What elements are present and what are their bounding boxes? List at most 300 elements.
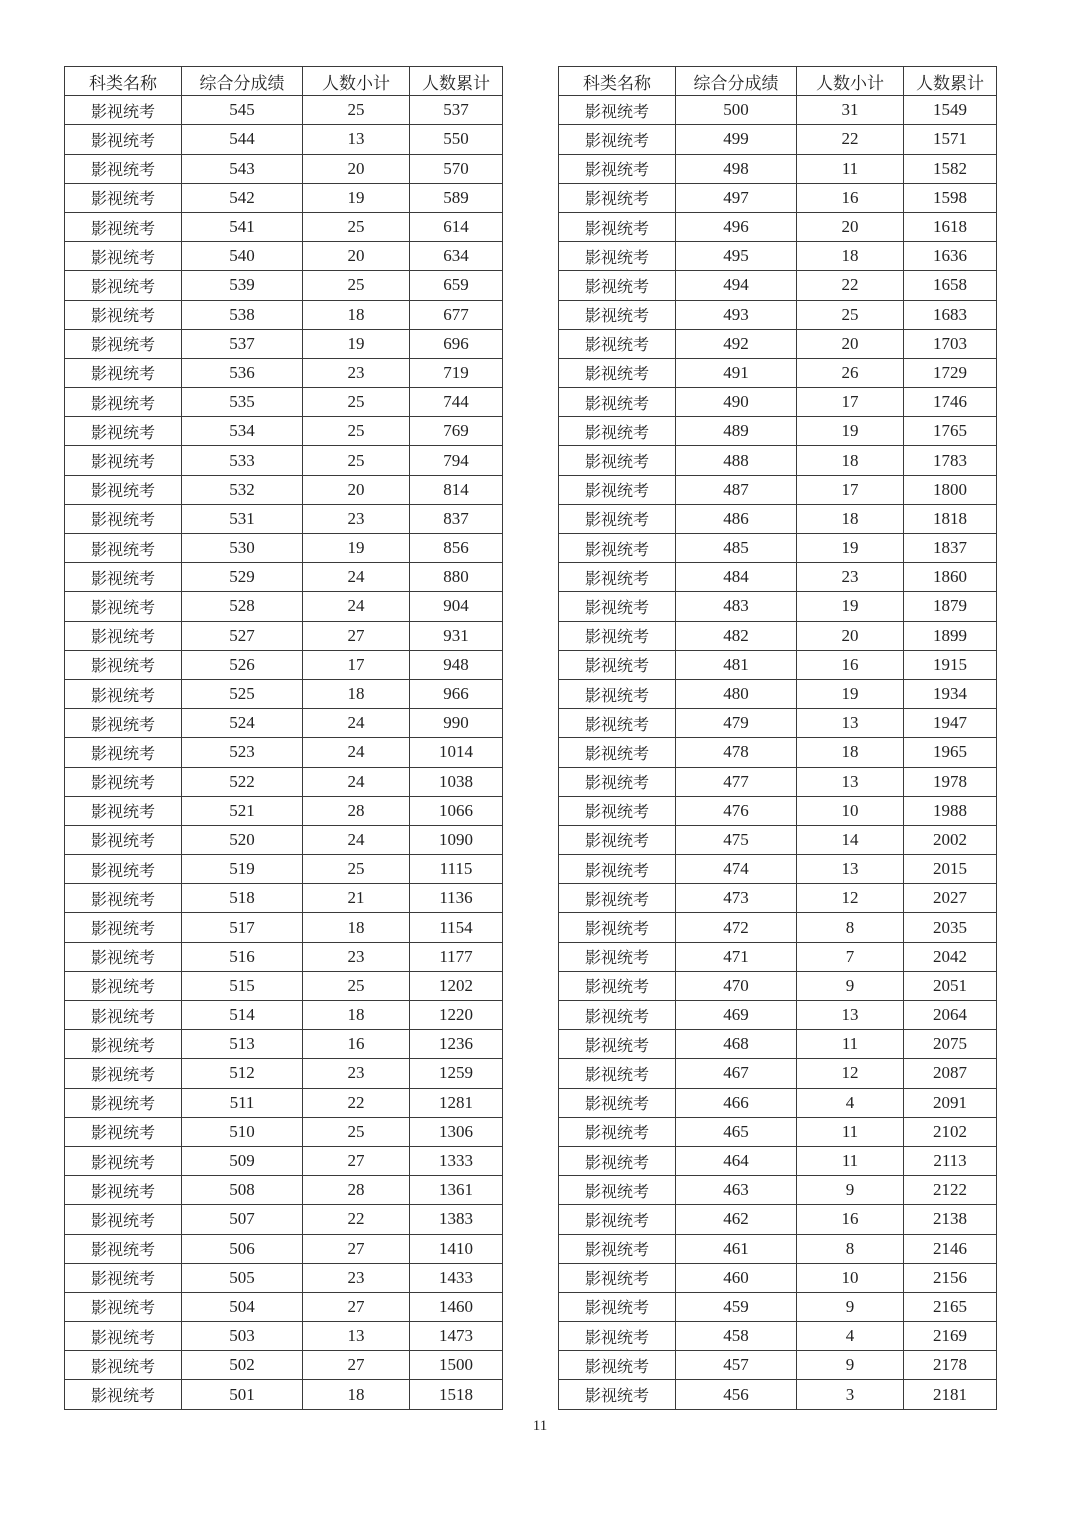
cell-cumulative: 1136	[410, 884, 503, 913]
cell-score: 480	[676, 679, 797, 708]
table-row	[65, 913, 503, 942]
table-row	[559, 242, 997, 271]
cell-category: 影视统考	[65, 417, 182, 446]
cell-score: 536	[182, 358, 303, 387]
cell-category: 影视统考	[559, 1205, 676, 1234]
cell-count: 8	[797, 913, 904, 942]
table-row	[65, 1117, 503, 1146]
cell-category: 影视统考	[559, 417, 676, 446]
cell-count: 13	[797, 1001, 904, 1030]
cell-count: 16	[797, 183, 904, 212]
cell-category: 影视统考	[559, 1088, 676, 1117]
table-row	[65, 329, 503, 358]
cell-cumulative: 1383	[410, 1205, 503, 1234]
cell-category: 影视统考	[559, 475, 676, 504]
cell-category: 影视统考	[65, 329, 182, 358]
cell-count: 14	[797, 825, 904, 854]
cell-count: 16	[303, 1030, 410, 1059]
cell-score: 479	[676, 709, 797, 738]
cell-score: 488	[676, 446, 797, 475]
cell-score: 524	[182, 709, 303, 738]
cell-score: 525	[182, 679, 303, 708]
cell-count: 9	[797, 1176, 904, 1205]
table-row	[559, 417, 997, 446]
cell-cumulative: 1306	[410, 1117, 503, 1146]
cell-score: 529	[182, 563, 303, 592]
cell-cumulative: 2169	[904, 1322, 997, 1351]
cell-category: 影视统考	[559, 242, 676, 271]
cell-count: 25	[303, 388, 410, 417]
cell-count: 18	[303, 913, 410, 942]
table-row	[65, 709, 503, 738]
cell-cumulative: 2015	[904, 855, 997, 884]
cell-count: 22	[797, 125, 904, 154]
cell-category: 影视统考	[65, 1059, 182, 1088]
cell-score: 456	[676, 1380, 797, 1409]
table-row	[559, 504, 997, 533]
cell-category: 影视统考	[559, 1117, 676, 1146]
cell-count: 24	[303, 825, 410, 854]
cell-category: 影视统考	[65, 1146, 182, 1175]
table-row	[65, 96, 503, 125]
cell-category: 影视统考	[65, 154, 182, 183]
cell-count: 21	[303, 884, 410, 913]
cell-category: 影视统考	[559, 212, 676, 241]
cell-cumulative: 1473	[410, 1322, 503, 1351]
cell-count: 25	[303, 96, 410, 125]
cell-cumulative: 2102	[904, 1117, 997, 1146]
cell-category: 影视统考	[65, 1234, 182, 1263]
table-row	[65, 504, 503, 533]
cell-cumulative: 2027	[904, 884, 997, 913]
cell-score: 486	[676, 504, 797, 533]
cell-score: 464	[676, 1146, 797, 1175]
cell-category: 影视统考	[65, 300, 182, 329]
cell-count: 25	[797, 300, 904, 329]
cell-category: 影视统考	[559, 1176, 676, 1205]
cell-count: 20	[797, 329, 904, 358]
cell-score: 478	[676, 738, 797, 767]
cell-count: 20	[303, 154, 410, 183]
table-row	[559, 679, 997, 708]
cell-score: 505	[182, 1263, 303, 1292]
table-row	[65, 650, 503, 679]
cell-cumulative: 794	[410, 446, 503, 475]
cell-score: 494	[676, 271, 797, 300]
cell-category: 影视统考	[559, 504, 676, 533]
cell-score: 512	[182, 1059, 303, 1088]
page-number: 11	[532, 1418, 548, 1434]
cell-category: 影视统考	[65, 1088, 182, 1117]
cell-category: 影视统考	[65, 96, 182, 125]
table-row	[559, 212, 997, 241]
cell-category: 影视统考	[65, 125, 182, 154]
cell-cumulative: 1988	[904, 796, 997, 825]
cell-count: 20	[797, 621, 904, 650]
cell-category: 影视统考	[65, 855, 182, 884]
table-row	[65, 971, 503, 1000]
cell-category: 影视统考	[65, 650, 182, 679]
table-row	[65, 125, 503, 154]
cell-score: 531	[182, 504, 303, 533]
cell-score: 485	[676, 534, 797, 563]
cell-score: 514	[182, 1001, 303, 1030]
cell-score: 476	[676, 796, 797, 825]
cell-count: 23	[303, 504, 410, 533]
table-row	[65, 1263, 503, 1292]
cell-cumulative: 2002	[904, 825, 997, 854]
table-row	[559, 738, 997, 767]
cell-category: 影视统考	[559, 1351, 676, 1380]
table-row	[65, 1380, 503, 1409]
table-row	[559, 1292, 997, 1321]
cell-score: 523	[182, 738, 303, 767]
cell-score: 490	[676, 388, 797, 417]
cell-count: 23	[303, 1263, 410, 1292]
cell-score: 542	[182, 183, 303, 212]
cell-cumulative: 1978	[904, 767, 997, 796]
cell-count: 25	[303, 1117, 410, 1146]
cell-count: 13	[797, 767, 904, 796]
cell-count: 11	[797, 154, 904, 183]
cell-score: 544	[182, 125, 303, 154]
cell-cumulative: 948	[410, 650, 503, 679]
cell-cumulative: 856	[410, 534, 503, 563]
cell-category: 影视统考	[559, 1030, 676, 1059]
cell-category: 影视统考	[559, 1292, 676, 1321]
cell-cumulative: 1259	[410, 1059, 503, 1088]
cell-count: 25	[303, 855, 410, 884]
cell-category: 影视统考	[559, 1001, 676, 1030]
table-row	[559, 1205, 997, 1234]
table-row	[65, 825, 503, 854]
cell-category: 影视统考	[559, 796, 676, 825]
cell-category: 影视统考	[559, 183, 676, 212]
cell-cumulative: 2075	[904, 1030, 997, 1059]
cell-score: 468	[676, 1030, 797, 1059]
table-row	[65, 1322, 503, 1351]
cell-category: 影视统考	[559, 621, 676, 650]
cell-count: 18	[303, 1380, 410, 1409]
cell-score: 483	[676, 592, 797, 621]
table-row	[559, 1088, 997, 1117]
cell-category: 影视统考	[559, 96, 676, 125]
cell-category: 影视统考	[65, 358, 182, 387]
cell-cumulative: 1361	[410, 1176, 503, 1205]
cell-cumulative: 1703	[904, 329, 997, 358]
cell-cumulative: 550	[410, 125, 503, 154]
cell-category: 影视统考	[65, 913, 182, 942]
cell-score: 532	[182, 475, 303, 504]
cell-cumulative: 1038	[410, 767, 503, 796]
cell-score: 501	[182, 1380, 303, 1409]
cell-category: 影视统考	[65, 1351, 182, 1380]
cell-count: 17	[303, 650, 410, 679]
cell-cumulative: 1636	[904, 242, 997, 271]
cell-count: 11	[797, 1146, 904, 1175]
table-row	[65, 796, 503, 825]
cell-category: 影视统考	[65, 1292, 182, 1321]
cell-score: 465	[676, 1117, 797, 1146]
cell-category: 影视统考	[559, 1059, 676, 1088]
cell-score: 467	[676, 1059, 797, 1088]
cell-cumulative: 2178	[904, 1351, 997, 1380]
cell-category: 影视统考	[65, 504, 182, 533]
cell-count: 19	[303, 534, 410, 563]
cell-count: 19	[797, 679, 904, 708]
cell-cumulative: 570	[410, 154, 503, 183]
cell-score: 489	[676, 417, 797, 446]
cell-category: 影视统考	[559, 942, 676, 971]
cell-category: 影视统考	[65, 796, 182, 825]
score-table-left	[64, 66, 503, 1410]
cell-cumulative: 2087	[904, 1059, 997, 1088]
cell-category: 影视统考	[65, 738, 182, 767]
cell-cumulative: 1860	[904, 563, 997, 592]
cell-count: 24	[303, 738, 410, 767]
cell-score: 507	[182, 1205, 303, 1234]
cell-score: 517	[182, 913, 303, 942]
cell-score: 491	[676, 358, 797, 387]
table-row	[559, 1380, 997, 1409]
cell-count: 11	[797, 1117, 904, 1146]
cell-score: 472	[676, 913, 797, 942]
cell-category: 影视统考	[65, 1263, 182, 1292]
cell-category: 影视统考	[559, 738, 676, 767]
table-row	[559, 96, 997, 125]
cell-category: 影视统考	[559, 650, 676, 679]
cell-score: 520	[182, 825, 303, 854]
table-row	[559, 1234, 997, 1263]
cell-cumulative: 1729	[904, 358, 997, 387]
cell-score: 538	[182, 300, 303, 329]
cell-cumulative: 2113	[904, 1146, 997, 1175]
table-row	[65, 183, 503, 212]
table-row	[559, 1263, 997, 1292]
cell-category: 影视统考	[559, 709, 676, 738]
cell-count: 25	[303, 417, 410, 446]
table-row	[559, 913, 997, 942]
cell-count: 18	[303, 300, 410, 329]
cell-count: 7	[797, 942, 904, 971]
cell-score: 496	[676, 212, 797, 241]
table-row	[65, 1351, 503, 1380]
cell-category: 影视统考	[559, 825, 676, 854]
cell-cumulative: 1281	[410, 1088, 503, 1117]
cell-count: 8	[797, 1234, 904, 1263]
cell-cumulative: 659	[410, 271, 503, 300]
cell-count: 19	[797, 592, 904, 621]
table-row	[559, 650, 997, 679]
cell-score: 515	[182, 971, 303, 1000]
cell-count: 16	[797, 1205, 904, 1234]
cell-cumulative: 1571	[904, 125, 997, 154]
header-score: 综合分成绩	[676, 67, 797, 96]
cell-cumulative: 990	[410, 709, 503, 738]
cell-cumulative: 1746	[904, 388, 997, 417]
cell-count: 28	[303, 796, 410, 825]
cell-category: 影视统考	[559, 271, 676, 300]
cell-score: 518	[182, 884, 303, 913]
cell-count: 4	[797, 1088, 904, 1117]
table-row	[65, 679, 503, 708]
cell-count: 18	[797, 446, 904, 475]
cell-score: 543	[182, 154, 303, 183]
cell-cumulative: 1765	[904, 417, 997, 446]
table-row	[559, 388, 997, 417]
cell-cumulative: 1879	[904, 592, 997, 621]
cell-category: 影视统考	[559, 592, 676, 621]
cell-count: 19	[303, 329, 410, 358]
table-row	[65, 1205, 503, 1234]
cell-category: 影视统考	[559, 971, 676, 1000]
cell-count: 20	[797, 212, 904, 241]
header-count: 人数小计	[797, 67, 904, 96]
cell-count: 25	[303, 271, 410, 300]
score-table-right	[558, 66, 997, 1410]
table-row	[559, 300, 997, 329]
cell-cumulative: 589	[410, 183, 503, 212]
cell-count: 19	[797, 417, 904, 446]
cell-category: 影视统考	[559, 855, 676, 884]
cell-cumulative: 904	[410, 592, 503, 621]
cell-category: 影视统考	[65, 971, 182, 1000]
cell-score: 475	[676, 825, 797, 854]
table-row	[65, 738, 503, 767]
cell-score: 539	[182, 271, 303, 300]
cell-score: 498	[676, 154, 797, 183]
cell-count: 9	[797, 971, 904, 1000]
table-row	[65, 767, 503, 796]
header-count: 人数小计	[303, 67, 410, 96]
table-row	[559, 534, 997, 563]
cell-cumulative: 1090	[410, 825, 503, 854]
table-row	[559, 709, 997, 738]
table-row	[65, 942, 503, 971]
table-row	[65, 1001, 503, 1030]
cell-cumulative: 2138	[904, 1205, 997, 1234]
table-row	[559, 942, 997, 971]
cell-category: 影视统考	[65, 212, 182, 241]
cell-category: 影视统考	[65, 767, 182, 796]
table-row	[65, 300, 503, 329]
table-row	[65, 534, 503, 563]
cell-cumulative: 1618	[904, 212, 997, 241]
cell-score: 484	[676, 563, 797, 592]
cell-cumulative: 634	[410, 242, 503, 271]
cell-cumulative: 2156	[904, 1263, 997, 1292]
cell-score: 462	[676, 1205, 797, 1234]
cell-score: 522	[182, 767, 303, 796]
table-row	[65, 388, 503, 417]
cell-category: 影视统考	[65, 183, 182, 212]
cell-score: 545	[182, 96, 303, 125]
cell-category: 影视统考	[65, 1001, 182, 1030]
cell-count: 9	[797, 1292, 904, 1321]
cell-score: 457	[676, 1351, 797, 1380]
cell-score: 492	[676, 329, 797, 358]
cell-category: 影视统考	[559, 358, 676, 387]
cell-category: 影视统考	[65, 679, 182, 708]
cell-score: 469	[676, 1001, 797, 1030]
cell-count: 27	[303, 1292, 410, 1321]
table-row	[65, 417, 503, 446]
cell-category: 影视统考	[65, 1117, 182, 1146]
table-row	[559, 855, 997, 884]
cell-score: 495	[676, 242, 797, 271]
header-category: 科类名称	[65, 67, 182, 96]
cell-cumulative: 2146	[904, 1234, 997, 1263]
table-row	[559, 1146, 997, 1175]
cell-count: 10	[797, 1263, 904, 1292]
table-row	[65, 855, 503, 884]
cell-cumulative: 1066	[410, 796, 503, 825]
cell-cumulative: 1220	[410, 1001, 503, 1030]
cell-category: 影视统考	[65, 475, 182, 504]
cell-cumulative: 1154	[410, 913, 503, 942]
table-row	[65, 1030, 503, 1059]
cell-count: 24	[303, 767, 410, 796]
cell-category: 影视统考	[65, 825, 182, 854]
cell-cumulative: 719	[410, 358, 503, 387]
table-row	[559, 1030, 997, 1059]
table-row	[65, 1292, 503, 1321]
table-row	[559, 767, 997, 796]
table-body-right	[559, 96, 997, 1409]
table-row	[559, 1059, 997, 1088]
cell-category: 影视统考	[559, 767, 676, 796]
cell-cumulative: 1837	[904, 534, 997, 563]
cell-count: 13	[797, 709, 904, 738]
cell-count: 22	[797, 271, 904, 300]
table-row	[559, 1351, 997, 1380]
cell-score: 497	[676, 183, 797, 212]
cell-score: 528	[182, 592, 303, 621]
cell-count: 13	[797, 855, 904, 884]
cell-cumulative: 837	[410, 504, 503, 533]
cell-cumulative: 2181	[904, 1380, 997, 1409]
table-row	[65, 592, 503, 621]
cell-count: 24	[303, 709, 410, 738]
table-row	[65, 475, 503, 504]
cell-category: 影视统考	[559, 446, 676, 475]
table-row	[65, 1088, 503, 1117]
cell-count: 22	[303, 1088, 410, 1117]
cell-count: 23	[303, 1059, 410, 1088]
cell-count: 18	[797, 738, 904, 767]
cell-count: 18	[797, 242, 904, 271]
table-row	[559, 1176, 997, 1205]
cell-category: 影视统考	[65, 271, 182, 300]
cell-score: 473	[676, 884, 797, 913]
cell-score: 533	[182, 446, 303, 475]
header-cumulative: 人数累计	[410, 67, 503, 96]
cell-category: 影视统考	[65, 592, 182, 621]
cell-count: 4	[797, 1322, 904, 1351]
table-row	[559, 563, 997, 592]
table-row	[65, 884, 503, 913]
cell-category: 影视统考	[65, 563, 182, 592]
table-row	[65, 154, 503, 183]
cell-category: 影视统考	[559, 913, 676, 942]
cell-cumulative: 1518	[410, 1380, 503, 1409]
cell-cumulative: 2091	[904, 1088, 997, 1117]
cell-category: 影视统考	[559, 388, 676, 417]
table-row	[559, 271, 997, 300]
cell-score: 510	[182, 1117, 303, 1146]
cell-cumulative: 2064	[904, 1001, 997, 1030]
table-row	[559, 1322, 997, 1351]
